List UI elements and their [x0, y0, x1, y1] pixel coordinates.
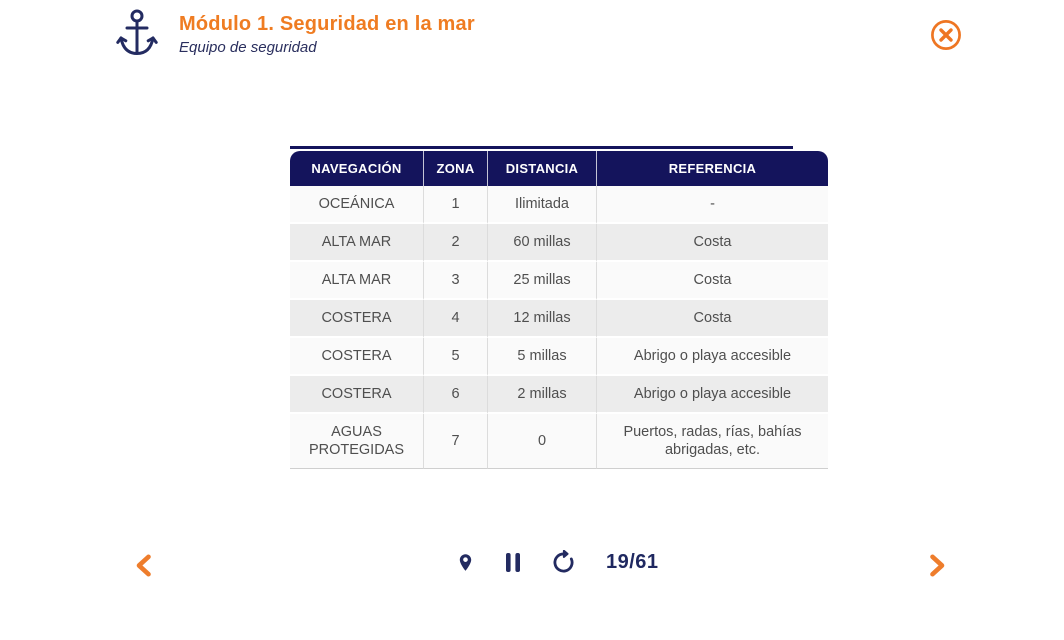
- location-pin-icon: [456, 563, 475, 578]
- header-titles: [179, 13, 475, 56]
- chevron-right-icon: [929, 565, 946, 580]
- table-row: [290, 262, 828, 300]
- header: [116, 8, 475, 60]
- table-cell: 1: [424, 186, 488, 224]
- table-cell: Costa: [597, 262, 828, 300]
- table-row: [290, 414, 828, 469]
- table-cell: 7: [424, 414, 488, 469]
- table-cell: OCEÁNICA: [290, 186, 424, 224]
- locate-button[interactable]: [456, 550, 475, 575]
- zones-table-container: [290, 146, 802, 469]
- module-title: Módulo 1. Seguridad en la mar: [179, 13, 475, 35]
- table-cell: AGUAS PROTEGIDAS: [290, 414, 424, 469]
- table-row: [290, 224, 828, 262]
- column-header: NAVEGACIÓN: [290, 151, 424, 186]
- table-cell: 5: [424, 338, 488, 376]
- close-button[interactable]: [929, 18, 963, 52]
- table-row: [290, 376, 828, 414]
- table-cell: ALTA MAR: [290, 262, 424, 300]
- table-row: [290, 300, 828, 338]
- table-cell: 25 millas: [488, 262, 597, 300]
- table-header-row: [290, 151, 828, 186]
- table-cell: COSTERA: [290, 338, 424, 376]
- table-cell: 0: [488, 414, 597, 469]
- table-cell: Abrigo o playa accesible: [597, 338, 828, 376]
- column-header: DISTANCIA: [488, 151, 597, 186]
- table-cell: COSTERA: [290, 300, 424, 338]
- pause-button[interactable]: [505, 552, 521, 573]
- table-cell: Abrigo o playa accesible: [597, 376, 828, 414]
- anchor-icon: [116, 8, 158, 60]
- player-controls: [456, 550, 659, 575]
- table-cell: Costa: [597, 224, 828, 262]
- table-cell: 60 millas: [488, 224, 597, 262]
- lesson-subtitle: Equipo de seguridad: [179, 39, 317, 56]
- table-cell: 3: [424, 262, 488, 300]
- circle-x-icon: [929, 40, 963, 55]
- column-header: ZONA: [424, 151, 488, 186]
- column-header: REFERENCIA: [597, 151, 828, 186]
- prev-button[interactable]: [133, 553, 153, 577]
- zones-table: [290, 151, 828, 469]
- table-top-accent: [290, 146, 793, 149]
- table-cell: 4: [424, 300, 488, 338]
- table-body: [290, 186, 828, 469]
- table-cell: 2 millas: [488, 376, 597, 414]
- pause-icon: [505, 561, 521, 576]
- table-cell: 6: [424, 376, 488, 414]
- table-cell: COSTERA: [290, 376, 424, 414]
- table-cell: Costa: [597, 300, 828, 338]
- table-cell: 12 millas: [488, 300, 597, 338]
- next-button[interactable]: [927, 553, 947, 577]
- table-cell: 5 millas: [488, 338, 597, 376]
- table-cell: Ilimitada: [488, 186, 597, 224]
- table-cell: ALTA MAR: [290, 224, 424, 262]
- chevron-left-icon: [135, 565, 152, 580]
- table-row: [290, 186, 828, 224]
- replay-button[interactable]: [551, 550, 576, 575]
- table-row: [290, 338, 828, 376]
- page-indicator: 19/61: [606, 551, 659, 573]
- table-cell: -: [597, 186, 828, 224]
- replay-icon: [551, 563, 576, 578]
- table-cell: 2: [424, 224, 488, 262]
- table-cell: Puertos, radas, rías, bahías abrigadas, etc.: [597, 414, 828, 469]
